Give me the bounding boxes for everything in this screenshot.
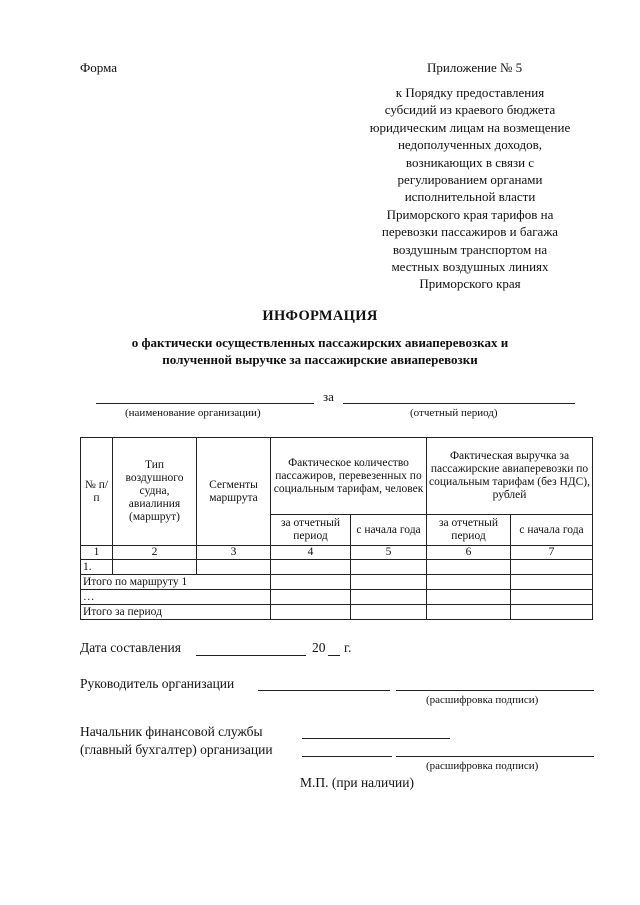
date-line[interactable] bbox=[196, 655, 306, 656]
org-name-caption: (наименование организации) bbox=[125, 407, 261, 419]
appendix-line: субсидий из краевого бюджета bbox=[384, 102, 556, 118]
appendix-line: юридическим лицам на возмещение bbox=[369, 119, 571, 135]
appendix-title: Приложение № 5 bbox=[427, 60, 523, 75]
table-cell[interactable] bbox=[271, 575, 351, 590]
route-total-label: Итого по маршруту 1 bbox=[81, 575, 271, 590]
ellipsis-row-label: … bbox=[81, 590, 271, 605]
finance-label-line-2: (главный бухгалтер) организации bbox=[80, 742, 273, 757]
column-number: 2 bbox=[113, 546, 197, 560]
za-label: за bbox=[323, 389, 334, 404]
appendix-line: местных воздушных линиях bbox=[391, 259, 549, 275]
finance-signature-line-1[interactable] bbox=[302, 738, 450, 739]
table-cell[interactable] bbox=[271, 590, 351, 605]
table-row bbox=[81, 590, 593, 605]
header-passengers: Фактическое количество пассажиров, перевезенных по социальным тарифам, человек bbox=[271, 438, 427, 515]
document-title: ИНФОРМАЦИЯ bbox=[262, 308, 378, 324]
table-cell[interactable] bbox=[427, 590, 511, 605]
stamp-label: М.П. (при наличии) bbox=[300, 775, 414, 790]
appendix-line: Приморского края bbox=[419, 276, 521, 292]
column-number: 5 bbox=[351, 546, 427, 560]
subheader-revenue-period: за отчетный период bbox=[427, 515, 511, 546]
date-label: Дата составления bbox=[80, 640, 181, 655]
finance-name-line[interactable] bbox=[396, 756, 594, 757]
appendix-line: воздушным транспортом на bbox=[392, 241, 548, 257]
column-number: 4 bbox=[271, 546, 351, 560]
head-name-line[interactable] bbox=[396, 690, 594, 691]
signature-caption: (расшифровка подписи) bbox=[426, 694, 539, 706]
head-signature-line[interactable] bbox=[258, 690, 390, 691]
year-suffix: г. bbox=[344, 640, 352, 655]
document-subtitle bbox=[60, 334, 580, 368]
table-cell[interactable] bbox=[511, 605, 593, 620]
column-number: 3 bbox=[197, 546, 271, 560]
appendix-line: к Порядку предоставления bbox=[395, 85, 545, 100]
info-table bbox=[80, 437, 593, 620]
header-num: № п/п bbox=[81, 438, 113, 546]
table-cell[interactable] bbox=[113, 560, 197, 575]
header-aircraft-type: Тип воздушного судна, авиалиния (маршрут) bbox=[113, 438, 197, 546]
subheader-passengers-period: за отчетный период bbox=[271, 515, 351, 546]
head-label: Руководитель организации bbox=[80, 676, 235, 691]
form-label: Форма bbox=[80, 60, 117, 75]
row-number-cell: 1. bbox=[81, 560, 113, 575]
period-total-label: Итого за период bbox=[81, 605, 271, 620]
appendix-line: возникающих в связи с bbox=[405, 154, 535, 170]
table-cell[interactable] bbox=[271, 605, 351, 620]
appendix-line: недополученных доходов, bbox=[397, 137, 543, 153]
appendix-text bbox=[352, 84, 588, 293]
table-cell[interactable] bbox=[271, 560, 351, 575]
column-number: 1 bbox=[81, 546, 113, 560]
table-cell[interactable] bbox=[511, 590, 593, 605]
appendix-line: регулированием органами bbox=[397, 172, 543, 188]
appendix-line: перевозки пассажиров и багажа bbox=[381, 224, 559, 240]
year-prefix: 20 bbox=[312, 640, 326, 655]
subtitle-line-1: о фактически осуществленных пассажирских авиаперевозках и bbox=[131, 335, 509, 350]
table-cell[interactable] bbox=[427, 560, 511, 575]
finance-signature-line-2[interactable] bbox=[302, 756, 392, 757]
table-cell[interactable] bbox=[197, 560, 271, 575]
table-cell[interactable] bbox=[427, 575, 511, 590]
subtitle-line-2: полученной выручке за пассажирские авиаперевозки bbox=[162, 352, 478, 367]
table-cell[interactable] bbox=[427, 605, 511, 620]
signature-caption-2: (расшифровка подписи) bbox=[426, 760, 539, 772]
table-row bbox=[81, 560, 593, 575]
subheader-revenue-year: с начала года bbox=[511, 515, 593, 546]
column-number: 6 bbox=[427, 546, 511, 560]
table-cell[interactable] bbox=[511, 560, 593, 575]
table-cell[interactable] bbox=[351, 605, 427, 620]
org-name-line[interactable] bbox=[96, 403, 314, 404]
finance-label-line-1: Начальник финансовой службы bbox=[80, 724, 263, 739]
appendix-line: Приморского края тарифов на bbox=[386, 206, 554, 222]
column-number: 7 bbox=[511, 546, 593, 560]
header-segments: Сегменты маршрута bbox=[197, 438, 271, 546]
subheader-passengers-year: с начала года bbox=[351, 515, 427, 546]
period-line[interactable] bbox=[343, 403, 575, 404]
table-row bbox=[81, 575, 593, 590]
table-cell[interactable] bbox=[351, 560, 427, 575]
table-row bbox=[81, 605, 593, 620]
table-cell[interactable] bbox=[511, 575, 593, 590]
appendix-line: исполнительной власти bbox=[404, 189, 536, 205]
header-revenue: Фактическая выручка за пассажирские авиаперевозки по социальным тарифам (без НДС), рублей bbox=[427, 438, 593, 515]
table-cell[interactable] bbox=[351, 575, 427, 590]
year-line[interactable] bbox=[328, 655, 340, 656]
table-cell[interactable] bbox=[351, 590, 427, 605]
period-caption: (отчетный период) bbox=[410, 407, 498, 419]
